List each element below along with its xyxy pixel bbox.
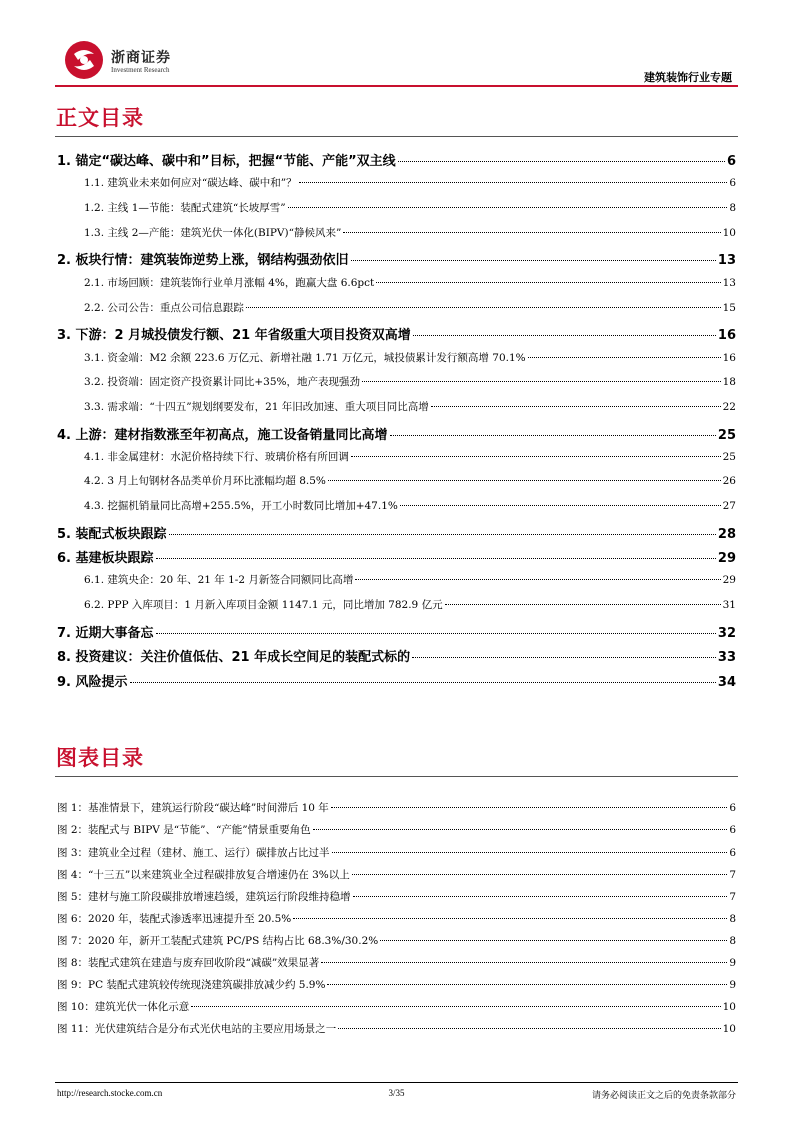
dot-leader: [156, 633, 716, 634]
toc-entry-title: 4.1. 非金属建材：水泥价格持续下行、玻璃价格有所回调: [84, 451, 349, 463]
figure-entry-title: 图 9：PC 装配式建筑较传统现浇建筑碳排放减少约 5.9%: [57, 979, 326, 991]
figure-entry-title: 图 8：装配式建筑在建造与废弃回收阶段“减碳”效果显著: [57, 957, 320, 969]
toc-entry-page: 13: [717, 253, 736, 268]
toc-entry-page: 22: [722, 401, 736, 413]
toc-entry-title: 6. 基建板块跟踪: [57, 551, 154, 566]
toc-section-entry[interactable]: [84, 200, 736, 215]
dot-leader: [328, 480, 721, 481]
toc-entry-title: 7. 近期大事备忘: [57, 626, 154, 641]
dot-leader: [313, 829, 728, 830]
toc-entry-page: 13: [722, 277, 736, 289]
figure-list-entry[interactable]: [57, 867, 736, 882]
toc-entry-title: 6.1. 建筑央企：20 年、21 年 1-2 月新签合同额同比高增: [84, 574, 354, 586]
toc-title-divider: [55, 136, 738, 137]
toc-entry-page: 26: [722, 475, 736, 487]
dot-leader: [321, 962, 727, 963]
figure-entry-title: 图 10：建筑光伏一体化示意: [57, 1001, 190, 1013]
figure-entry-title: 图 3：建筑业全过程（建材、施工、运行）碳排放占比过半: [57, 847, 330, 859]
figure-entry-title: 图 2：装配式与 BIPV 是“节能”、“产能”情景重要角色: [57, 824, 311, 836]
toc-section-entry[interactable]: [84, 225, 736, 240]
toc-entry-page: 6: [726, 154, 736, 169]
toc-chapter-entry[interactable]: [57, 249, 736, 268]
figure-list-entry[interactable]: [57, 822, 736, 837]
toc-section-entry[interactable]: [84, 300, 736, 315]
figure-entry-page: 10: [722, 1001, 736, 1013]
toc-entry-page: 6: [729, 177, 736, 189]
dot-leader: [288, 207, 728, 208]
toc-chapter-entry[interactable]: [57, 671, 736, 690]
footer-disclaimer: 请务必阅读正文之后的免责条款部分: [591, 1091, 736, 1101]
toc-title: 正文目录: [56, 106, 144, 130]
dot-leader: [353, 896, 728, 897]
brand-name-cn: 浙商证券: [111, 50, 171, 66]
dot-leader: [445, 604, 721, 605]
toc-entry-title: 3. 下游：2 月城投债发行额、21 年省级重大项目投资双高增: [57, 328, 411, 343]
dot-leader: [351, 260, 716, 261]
figure-entry-page: 9: [729, 979, 736, 991]
company-logo-icon: [64, 40, 104, 80]
figure-entry-page: 6: [729, 847, 736, 859]
dot-leader: [156, 558, 716, 559]
dot-leader: [355, 579, 720, 580]
toc-entry-page: 16: [717, 328, 736, 343]
toc-entry-page: 25: [722, 451, 736, 463]
toc-entry-page: 15: [722, 302, 736, 314]
toc-entry-page: 10: [722, 227, 736, 239]
toc-chapter-entry[interactable]: [57, 547, 736, 566]
figure-list-entry[interactable]: [57, 933, 736, 948]
page-number: 3/35: [388, 1088, 405, 1098]
figure-list-entry[interactable]: [57, 889, 736, 904]
toc-entry-page: 25: [717, 428, 736, 443]
dot-leader: [332, 852, 728, 853]
dot-leader: [528, 357, 721, 358]
toc-section-entry[interactable]: [84, 275, 736, 290]
toc-section-entry[interactable]: [84, 597, 736, 612]
toc-entry-title: 9. 风险提示: [57, 675, 128, 690]
report-type: 建筑装饰行业专题: [644, 71, 732, 84]
dot-leader: [431, 406, 721, 407]
dot-leader: [191, 1006, 720, 1007]
toc-entry-title: 2.1. 市场回顾：建筑装饰行业单月涨幅 4%，跑赢大盘 6.6pct: [84, 277, 375, 289]
toc-entry-title: 6.2. PPP 入库项目：1 月新入库项目金额 1147.1 元，同比增加 782.9 亿元: [84, 599, 443, 611]
toc-section-entry[interactable]: [84, 350, 736, 365]
dot-leader: [343, 232, 720, 233]
dot-leader: [130, 682, 716, 683]
dot-leader: [412, 657, 716, 658]
toc-chapter-entry[interactable]: [57, 150, 736, 169]
toc-section-entry[interactable]: [84, 473, 736, 488]
dot-leader: [169, 534, 716, 535]
figure-entry-title: 图 11：光伏建筑结合是分布式光伏电站的主要应用场景之一: [57, 1023, 337, 1035]
toc-section-entry[interactable]: [84, 374, 736, 389]
toc-entry-page: 32: [717, 626, 736, 641]
toc-entry-title: 2. 板块行情：建筑装饰逆势上涨，钢结构强劲依旧: [57, 253, 349, 268]
dot-leader: [352, 874, 728, 875]
figure-list-entry[interactable]: [57, 999, 736, 1014]
toc-entry-page: 29: [722, 574, 736, 586]
figures-title-divider: [55, 776, 738, 777]
toc-section-entry[interactable]: [84, 572, 736, 587]
dot-leader: [246, 307, 721, 308]
toc-entry-page: 33: [717, 650, 736, 665]
toc-entry-title: 5. 装配式板块跟踪: [57, 527, 167, 542]
toc-section-entry[interactable]: [84, 498, 736, 513]
dot-leader: [338, 1028, 720, 1029]
toc-entry-title: 8. 投资建议：关注价值低估、21 年成长空间足的装配式标的: [57, 650, 411, 665]
page-header: [0, 0, 793, 90]
figure-entry-page: 6: [729, 824, 736, 836]
toc-entry-page: 8: [729, 202, 736, 214]
figure-entry-page: 7: [729, 869, 736, 881]
toc-section-entry[interactable]: [84, 399, 736, 414]
dot-leader: [376, 282, 720, 283]
toc-chapter-entry[interactable]: [57, 424, 736, 443]
toc-entry-title: 4.2. 3 月上旬钢材各品类单价月环比涨幅均超 8.5%: [84, 475, 326, 487]
toc-entry-title: 3.3. 需求端：“十四五”规划纲要发布，21 年旧改加速、重大项目同比高增: [84, 401, 429, 413]
figure-entry-title: 图 4：“十三五”以来建筑业全过程碳排放复合增速仍在 3%以上: [57, 869, 350, 881]
toc-entry-title: 3.2. 投资端：固定资产投资累计同比+35%，地产表现强劲: [84, 376, 361, 388]
figure-entry-page: 7: [729, 891, 736, 903]
toc-entry-title: 1.3. 主线 2—产能：建筑光伏一体化(BIPV)“静候风来”: [84, 227, 342, 239]
toc-entry-page: 18: [722, 376, 736, 388]
toc-entry-page: 28: [717, 527, 736, 542]
footer-divider: [55, 1082, 738, 1083]
toc-section-entry[interactable]: [84, 175, 736, 190]
figure-entry-page: 6: [729, 802, 736, 814]
toc-entry-page: 16: [722, 352, 736, 364]
figures-title: 图表目录: [56, 746, 144, 770]
toc-entry-title: 1. 锚定“碳达峰、碳中和”目标，把握“节能、产能”双主线: [57, 154, 396, 169]
dot-leader: [398, 161, 725, 162]
dot-leader: [351, 456, 721, 457]
figure-entry-title: 图 1：基准情景下，建筑运行阶段“碳达峰”时间滞后 10 年: [57, 802, 329, 814]
dot-leader: [362, 381, 721, 382]
toc-entry-title: 1.2. 主线 1—节能：装配式建筑“长坡厚雪”: [84, 202, 286, 214]
figure-list-entry[interactable]: [57, 977, 736, 992]
toc-section-entry[interactable]: [84, 449, 736, 464]
footer-url[interactable]: http://research.stocke.com.cn: [57, 1088, 163, 1098]
figure-list-entry[interactable]: [57, 800, 736, 815]
toc-entry-title: 4. 上游：建材指数涨至年初高点，施工设备销量同比高增: [57, 428, 388, 443]
toc-entry-page: 29: [717, 551, 736, 566]
toc-entry-page: 34: [717, 675, 736, 690]
dot-leader: [327, 984, 727, 985]
header-divider: [55, 85, 738, 87]
toc-entry-page: 31: [722, 599, 736, 611]
dot-leader: [400, 505, 721, 506]
dot-leader: [380, 940, 727, 941]
toc-chapter-entry[interactable]: [57, 646, 736, 665]
figure-entry-title: 图 6：2020 年，装配式渗透率迅速提升至 20.5%: [57, 913, 292, 925]
figure-entry-title: 图 7：2020 年，新开工装配式建筑 PC/PS 结构占比 68.3%/30.2%: [57, 935, 379, 947]
toc-chapter-entry[interactable]: [57, 324, 736, 343]
toc-chapter-entry[interactable]: [57, 622, 736, 641]
toc-entry-title: 2.2. 公司公告：重点公司信息跟踪: [84, 302, 244, 314]
figure-entry-page: 8: [729, 913, 736, 925]
toc-entry-title: 4.3. 挖掘机销量同比高增+255.5%，开工小时数同比增加+47.1%: [84, 500, 398, 512]
figure-entry-page: 8: [729, 935, 736, 947]
dot-leader: [331, 807, 728, 808]
figure-entry-page: 10: [722, 1023, 736, 1035]
toc-entry-page: 27: [722, 500, 736, 512]
toc-entry-title: 3.1. 资金端：M2 余额 223.6 万亿元、新增社融 1.71 万亿元，城投债累计发行额高增 70.1%: [84, 352, 526, 364]
brand-name-en: Investment Research: [111, 66, 170, 74]
figure-list-entry[interactable]: [57, 845, 736, 860]
dot-leader: [293, 918, 727, 919]
figure-list-entry[interactable]: [57, 911, 736, 926]
figure-entry-title: 图 5：建材与施工阶段碳排放增速趋缓，建筑运行阶段维持稳增: [57, 891, 351, 903]
dot-leader: [413, 335, 716, 336]
figure-list-entry[interactable]: [57, 955, 736, 970]
dot-leader: [390, 435, 716, 436]
toc-chapter-entry[interactable]: [57, 523, 736, 542]
figure-list-entry[interactable]: [57, 1021, 736, 1036]
dot-leader: [299, 182, 728, 183]
toc-entry-title: 1.1. 建筑业未来如何应对“碳达峰、碳中和”？: [84, 177, 297, 189]
figure-entry-page: 9: [729, 957, 736, 969]
